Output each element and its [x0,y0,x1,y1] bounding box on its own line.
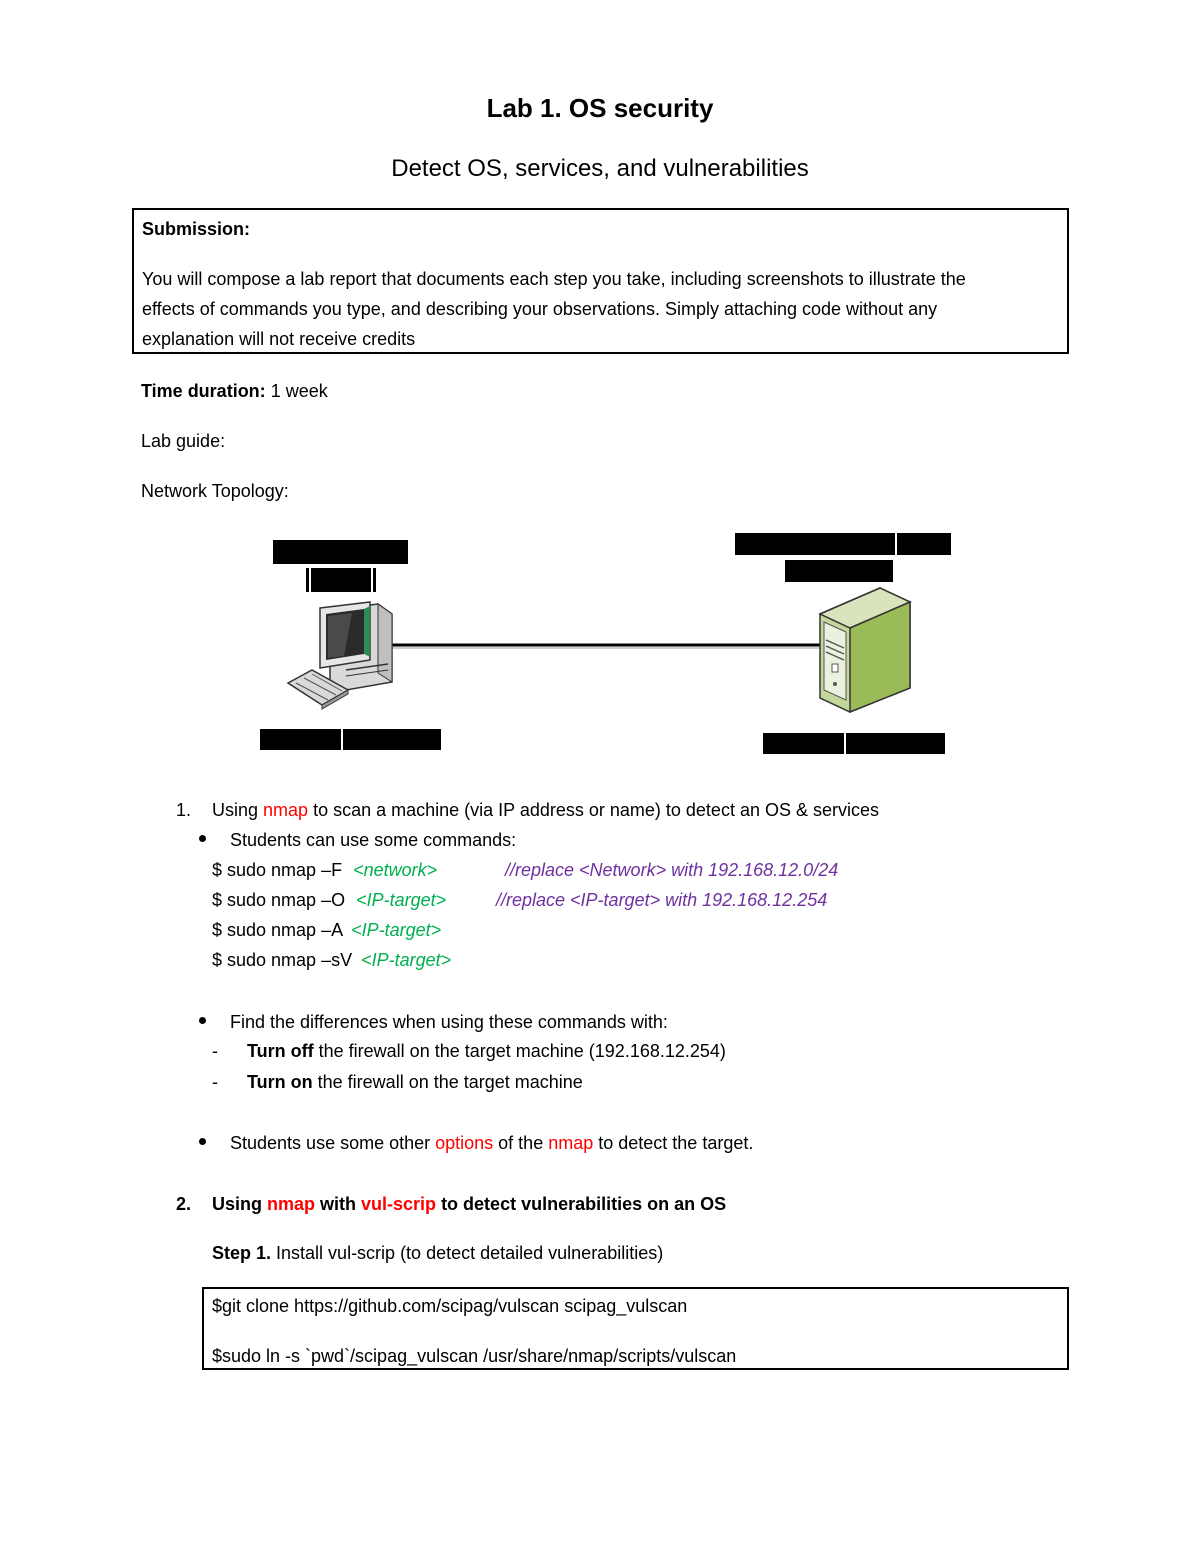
section-2-heading [212,1189,726,1219]
bullet-text: Students use some other [230,1133,436,1153]
network-topology-label: Network Topology: [141,481,289,501]
section-2-number: 2. [176,1194,192,1214]
bullet-dot [199,835,206,842]
section-1-tool: nmap [263,800,309,820]
redacted-label [763,733,945,754]
code-line-symlink: $sudo ln -s `pwd`/scipag_vulscan /usr/share/nmap/scripts/vulscan [212,1346,737,1366]
section-2-script: vul-scrip [361,1194,437,1214]
redacted-label [260,729,441,750]
command-text: $ sudo nmap –F [212,860,348,880]
time-duration-label: Time duration: [141,381,266,401]
dash-item-text: the firewall on the target machine (192.168.12.254) [313,1041,726,1061]
command-text: $ sudo nmap –A [212,920,348,940]
command-comment: //replace <IP-target> with 192.168.12.254 [496,890,828,910]
workstation-icon [288,602,392,709]
section-2-post: to detect vulnerabilities on an OS [436,1194,727,1214]
section-2-tool: nmap [267,1194,316,1214]
server-icon [820,588,910,712]
submission-box [132,208,1069,354]
bullet-highlight: nmap [548,1133,594,1153]
step-1-label: Step 1. [212,1243,272,1263]
submission-label: Submission: [142,219,251,239]
redacted-label [735,533,951,555]
step-1 [212,1238,663,1268]
command-arg: <IP-target> [361,950,452,970]
lab-guide-label: Lab guide: [141,431,226,451]
redacted-label [785,560,893,582]
section-2-pre: Using [212,1194,268,1214]
dash-marker: - [212,1072,218,1092]
command-line [212,855,437,885]
dash-item-firewall-off [247,1036,726,1066]
command-line [212,885,446,915]
section-2-mid: with [315,1194,362,1214]
command-comment: //replace <Network> with 192.168.12.0/24 [505,860,839,880]
page-subtitle: Detect OS, services, and vulnerabilities [391,155,809,182]
bullet-other-options [230,1128,753,1158]
command-arg: <network> [353,860,438,880]
code-box [202,1287,1069,1370]
dash-marker: - [212,1041,218,1061]
page-title: Lab 1. OS security [486,93,714,123]
section-1-heading [212,795,879,825]
time-duration [141,376,328,406]
command-line [212,915,441,945]
command-text: $ sudo nmap –O [212,890,351,910]
command-arg: <IP-target> [351,920,442,940]
bullet-highlight: options [435,1133,494,1153]
section-1-pre: Using [212,800,264,820]
bullet-commands: Students can use some commands: [230,830,517,850]
bullet-dot [199,1138,206,1145]
command-arg: <IP-target> [356,890,447,910]
dash-item-text: the firewall on the target machine [312,1072,583,1092]
time-duration-value: 1 week [265,381,328,401]
section-1-number: 1. [176,800,192,820]
dash-item-bold: Turn off [247,1041,314,1061]
bullet-text: to detect the target. [593,1133,754,1153]
submission-line-2: effects of commands you type, and describing your observations. Simply attaching code without any [142,299,938,319]
command-text: $ sudo nmap –sV [212,950,358,970]
section-1-post: to scan a machine (via IP address or name) to detect an OS & services [308,800,879,820]
submission-line-1: You will compose a lab report that documents each step you take, including screenshots to illustrate the [142,269,966,289]
step-1-text: Install vul-scrip (to detect detailed vulnerabilities) [271,1243,664,1263]
dash-item-bold: Turn on [247,1072,313,1092]
code-line-git-clone: $git clone https://github.com/scipag/vulscan scipag_vulscan [212,1296,688,1316]
submission-line-3: explanation will not receive credits [142,329,416,349]
bullet-differences: Find the differences when using these commands with: [230,1012,668,1032]
command-line [212,945,451,975]
dash-item-firewall-on [247,1067,583,1097]
bullet-text: of the [493,1133,549,1153]
bullet-dot [199,1017,206,1024]
redacted-label [306,568,376,592]
redacted-label [273,540,408,564]
